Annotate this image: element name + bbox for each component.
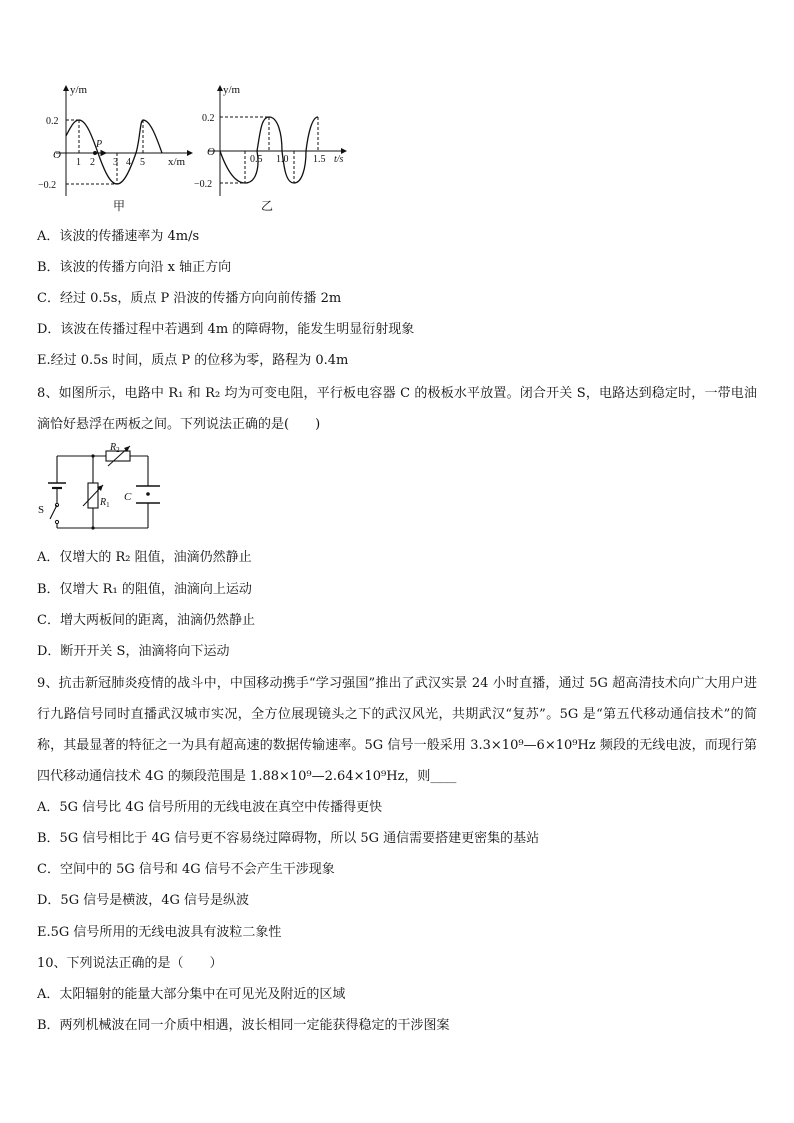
wave-a-xtick-5: 5 (140, 157, 145, 168)
q8-option-a: A．仅增大的 R₂ 阻值，油滴仍然静止 (37, 550, 252, 565)
wave-graph-b (196, 80, 356, 215)
wave-a-ylabel: y/m (70, 84, 88, 96)
q9-option-e: E.5G 信号所用的无线电波具有波粒二象性 (37, 925, 282, 940)
wave-a-xtick-2: 2 (90, 157, 95, 168)
point-p-label: P (96, 139, 103, 150)
q10-option-b: B．两列机械波在同一介质中相遇，波长相同一定能获得稳定的干涉图案 (37, 1018, 450, 1033)
wave-b-xtick-3: 1.5 (313, 154, 326, 165)
wave-a-caption: 甲 (113, 199, 126, 213)
q8-stem: 8、如图所示，电路中 R₁ 和 R₂ 均为可变电阻，平行板电容器 C 的极板水平放置。闭合开关 S，电路达到稳定时，一带电油滴恰好悬浮在两板之间。下列说法正确的是( ) (37, 386, 757, 432)
q9-option-c: C．空间中的 5G 信号和 4G 信号不会产生干涉现象 (37, 862, 335, 877)
wave-b-ylabel: y/m (223, 84, 241, 96)
wave-b-caption: 乙 (261, 199, 274, 213)
q8-option-c: C．增大两板间的距离，油滴仍然静止 (37, 613, 255, 628)
q10-option-a: A．太阳辐射的能量大部分集中在可见光及附近的区域 (37, 987, 346, 1002)
q9-option-a: A．5G 信号比 4G 信号所用的无线电波在真空中传播得更快 (37, 800, 383, 815)
wave-a-xtick-3: 3 (113, 157, 118, 168)
q7-option-b: B．该波的传播方向沿 x 轴正方向 (37, 260, 232, 275)
wave-b-origin: O (207, 146, 215, 158)
wave-a-curve (66, 120, 162, 184)
wave-a-xtick-4: 4 (126, 157, 131, 168)
wave-a-xlabel: x/m (168, 156, 186, 168)
q10-stem: 10、下列说法正确的是（ ） (37, 956, 223, 971)
wave-b-ytick-top: 0.2 (202, 113, 215, 124)
q8-option-d: D．断开开关 S，油滴将向下运动 (37, 644, 230, 659)
wave-a-origin: O (53, 149, 61, 161)
oil-drop (146, 492, 150, 496)
r2-label: $R_2$ (110, 442, 120, 454)
r1-label: $R_1$ (100, 497, 110, 509)
wave-b-xtick-1: 0.5 (250, 154, 263, 165)
q8-option-b: B．仅增大 R₁ 的阻值，油滴向上运动 (37, 582, 252, 597)
wave-a-ytick-bottom: −0.2 (38, 180, 57, 191)
q7-option-c: C．经过 0.5s，质点 P 沿波的传播方向向前传播 2m (37, 291, 342, 306)
wave-b-xlabel: t/s (334, 154, 344, 165)
wave-a-xtick-1: 1 (76, 157, 81, 168)
capacitor-label: C (124, 491, 132, 503)
circuit-diagram (36, 443, 166, 543)
q7-option-d: D．该波在传播过程中若遇到 4m 的障碍物，能发生明显衍射现象 (37, 322, 415, 337)
wave-b-xtick-2: 1.0 (276, 154, 289, 165)
switch-label: S (38, 504, 45, 516)
wave-b-ytick-bottom: −0.2 (194, 179, 213, 190)
q7-option-a: A．该波的传播速率为 4m/s (37, 229, 200, 244)
q9-option-b: B．5G 信号相比于 4G 信号更不容易绕过障碍物，所以 5G 通信需要搭建更密集的基站 (37, 831, 540, 846)
q9-stem: 9、抗击新冠肺炎疫情的战斗中，中国移动携手“学习强国”推出了武汉实景 24 小时直播，通过 5G 超高清技术向广大用户进行九路信号同时直播武汉城市实况，全方位展现镜头之下的武汉风光，共期武汉“复苏”。5G 是“第五代移动通信技术”的简称，其最显著的特征之一为具有超高速的数据传输速率。5G 信号一般采用 3.3×10⁹—6×10⁹Hz 频段的无线电波，而现行第四代移动通信技术 4G 的频段范围是 1.88×10⁹—2.64×10⁹Hz，则____ (37, 676, 757, 784)
q7-option-e: E.经过 0.5s 时间，质点 P 的位移为零，路程为 0.4m (37, 353, 349, 368)
wave-graph-a (36, 80, 196, 215)
wave-a-ytick-top: 0.2 (46, 116, 59, 127)
q9-option-d: D．5G 信号是横波，4G 信号是纵波 (37, 893, 249, 908)
